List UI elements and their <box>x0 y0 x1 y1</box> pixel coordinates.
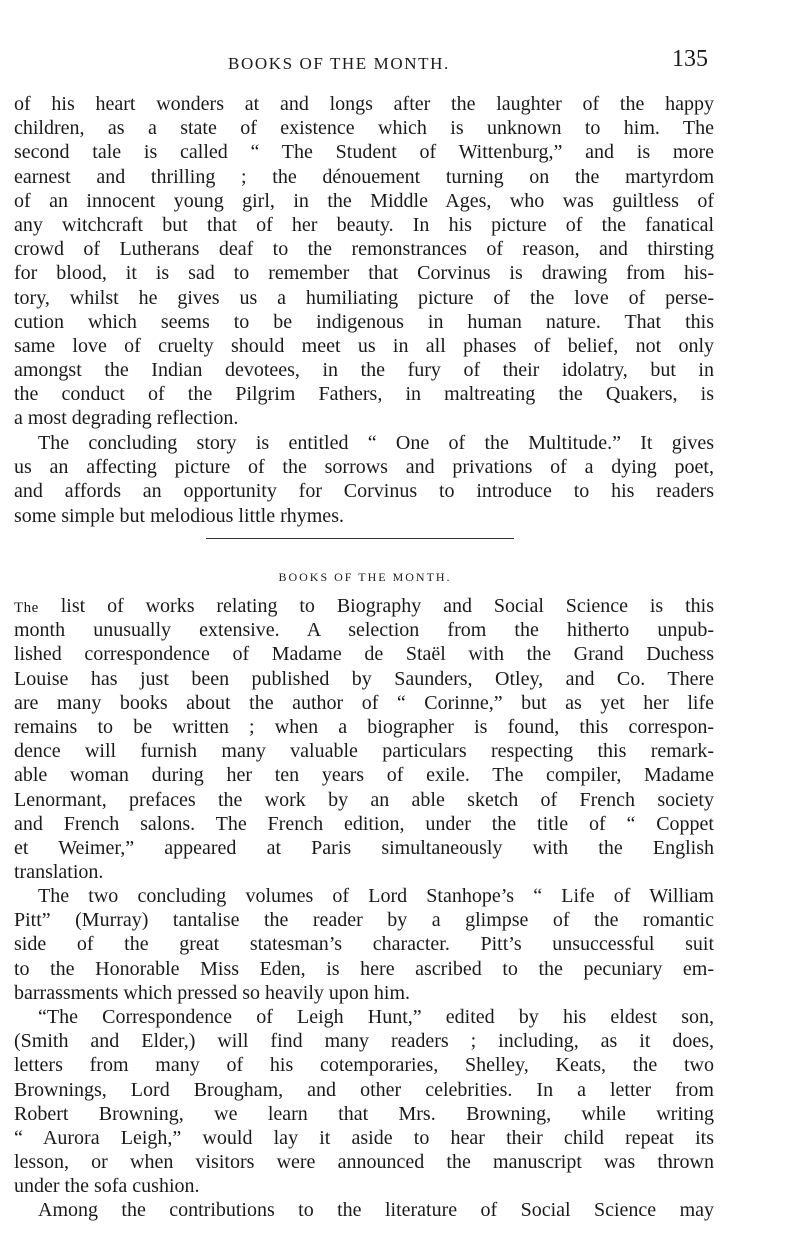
text-line: Pitt” (Murray) tantalise the reader by a glimpse of the romantic <box>14 909 714 932</box>
section-divider <box>206 538 514 539</box>
text-line: The two concluding volumes of Lord Stanhope’s “ Life of William <box>38 885 714 907</box>
text-line: some simple but melodious little rhymes. <box>14 504 344 527</box>
text-line: “ Aurora Leigh,” would lay it aside to hear their child repeat its <box>14 1126 714 1149</box>
text-line: et Weimer,” appeared at Paris simultaneously with the English <box>14 836 714 859</box>
text-line: Among the contributions to the literature of Social Science may <box>38 1199 714 1221</box>
drop-word: The <box>14 600 39 616</box>
text-line: dence will furnish many valuable particulars respecting this remark- <box>14 740 714 763</box>
text-line: “The Correspondence of Leigh Hunt,” edited by his eldest son, <box>38 1006 714 1028</box>
section-paragraph-2 <box>14 884 714 1005</box>
text-line: second tale is called “ The Student of Wittenburg,” and is more <box>14 141 714 164</box>
text-line: of his heart wonders at and longs after the laughter of the happy <box>14 93 714 115</box>
text-line: earnest and thrilling ; the dénouement turning on the martyrdom <box>14 165 714 188</box>
section-heading: BOOKS OF THE MONTH. <box>278 570 452 584</box>
text-span: list of works relating to Biography and Social Science is this <box>60 595 714 617</box>
text-line: us an affecting picture of the sorrows and privations of a dying poet, <box>14 456 714 479</box>
text-line: children, as a state of existence which is unknown to him. The <box>14 117 714 140</box>
text-line: barrassments which pressed so heavily upon him. <box>14 981 411 1004</box>
text-line: Louise has just been published by Saunders, Otley, and Co. There <box>14 667 714 690</box>
text-line: month unusually extensive. A selection from the hitherto unpub- <box>14 619 714 642</box>
text-line: of an innocent young girl, in the Middle Ages, who was guiltless of <box>14 189 714 212</box>
running-title: BOOKS OF THE MONTH. <box>228 54 450 73</box>
text-line: under the sofa cushion. <box>14 1175 200 1198</box>
text-line: to the Honorable Miss Eden, is here ascribed to the pecuniary em- <box>14 957 714 980</box>
text-line: a most degrading reflection. <box>14 407 239 430</box>
text-line: Lenormant, prefaces the work by an able sketch of French society <box>14 788 714 811</box>
text-line: translation. <box>14 861 104 884</box>
running-head <box>0 46 786 76</box>
text-line: remains to be written ; when a biographer is found, this correspon- <box>14 715 714 738</box>
text-line: are many books about the author of “ Corinne,” but as yet her life <box>14 691 714 714</box>
text-line: side of the great statesman’s character. Pitt’s unsuccessful suit <box>14 933 714 956</box>
text-line: crowd of Lutherans deaf to the remonstrances of reason, and thirsting <box>14 238 714 261</box>
text-line: amongst the Indian devotees, in the fury of their idolatry, but in <box>14 359 714 382</box>
text-line: cution which seems to be indigenous in human nature. That this <box>14 310 714 333</box>
text-line: same love of cruelty should meet us in all phases of belief, not only <box>14 334 714 357</box>
section-paragraph-1 <box>14 594 714 884</box>
section-paragraph-3 <box>14 1005 714 1199</box>
section-paragraph-4 <box>14 1198 714 1222</box>
text-line: Robert Browning, we learn that Mrs. Browning, while writing <box>14 1102 714 1125</box>
continued-paragraph-2 <box>14 431 714 528</box>
text-line: (Smith and Elder,) will find many readers ; including, as it does, <box>14 1030 714 1053</box>
text-line: any witchcraft but that of her beauty. In his picture of the fanatical <box>14 213 714 236</box>
text-line <box>14 594 714 618</box>
text-line: and French salons. The French edition, under the title of “ Coppet <box>14 812 714 835</box>
page-number: 135 <box>672 46 708 72</box>
text-line: tory, whilst he gives us a humiliating picture of the love of perse- <box>14 286 714 309</box>
text-line: the conduct of the Pilgrim Fathers, in maltreating the Quakers, is <box>14 383 714 406</box>
continued-paragraph-1 <box>14 92 714 431</box>
text-line: Brownings, Lord Brougham, and other celebrities. In a letter from <box>14 1078 714 1101</box>
text-line: able woman during her ten years of exile. The compiler, Madame <box>14 764 714 787</box>
text-line: lesson, or when visitors were announced the manuscript was thrown <box>14 1151 714 1174</box>
text-line: and affords an opportunity for Corvinus to introduce to his readers <box>14 480 714 503</box>
text-line: lished correspondence of Madame de Staël with the Grand Duchess <box>14 643 714 666</box>
text-line: The concluding story is entitled “ One of the Multitude.” It gives <box>38 432 714 454</box>
text-line: for blood, it is sad to remember that Corvinus is drawing from his- <box>14 262 714 285</box>
text-line: letters from many of his cotemporaries, Shelley, Keats, the two <box>14 1054 714 1077</box>
